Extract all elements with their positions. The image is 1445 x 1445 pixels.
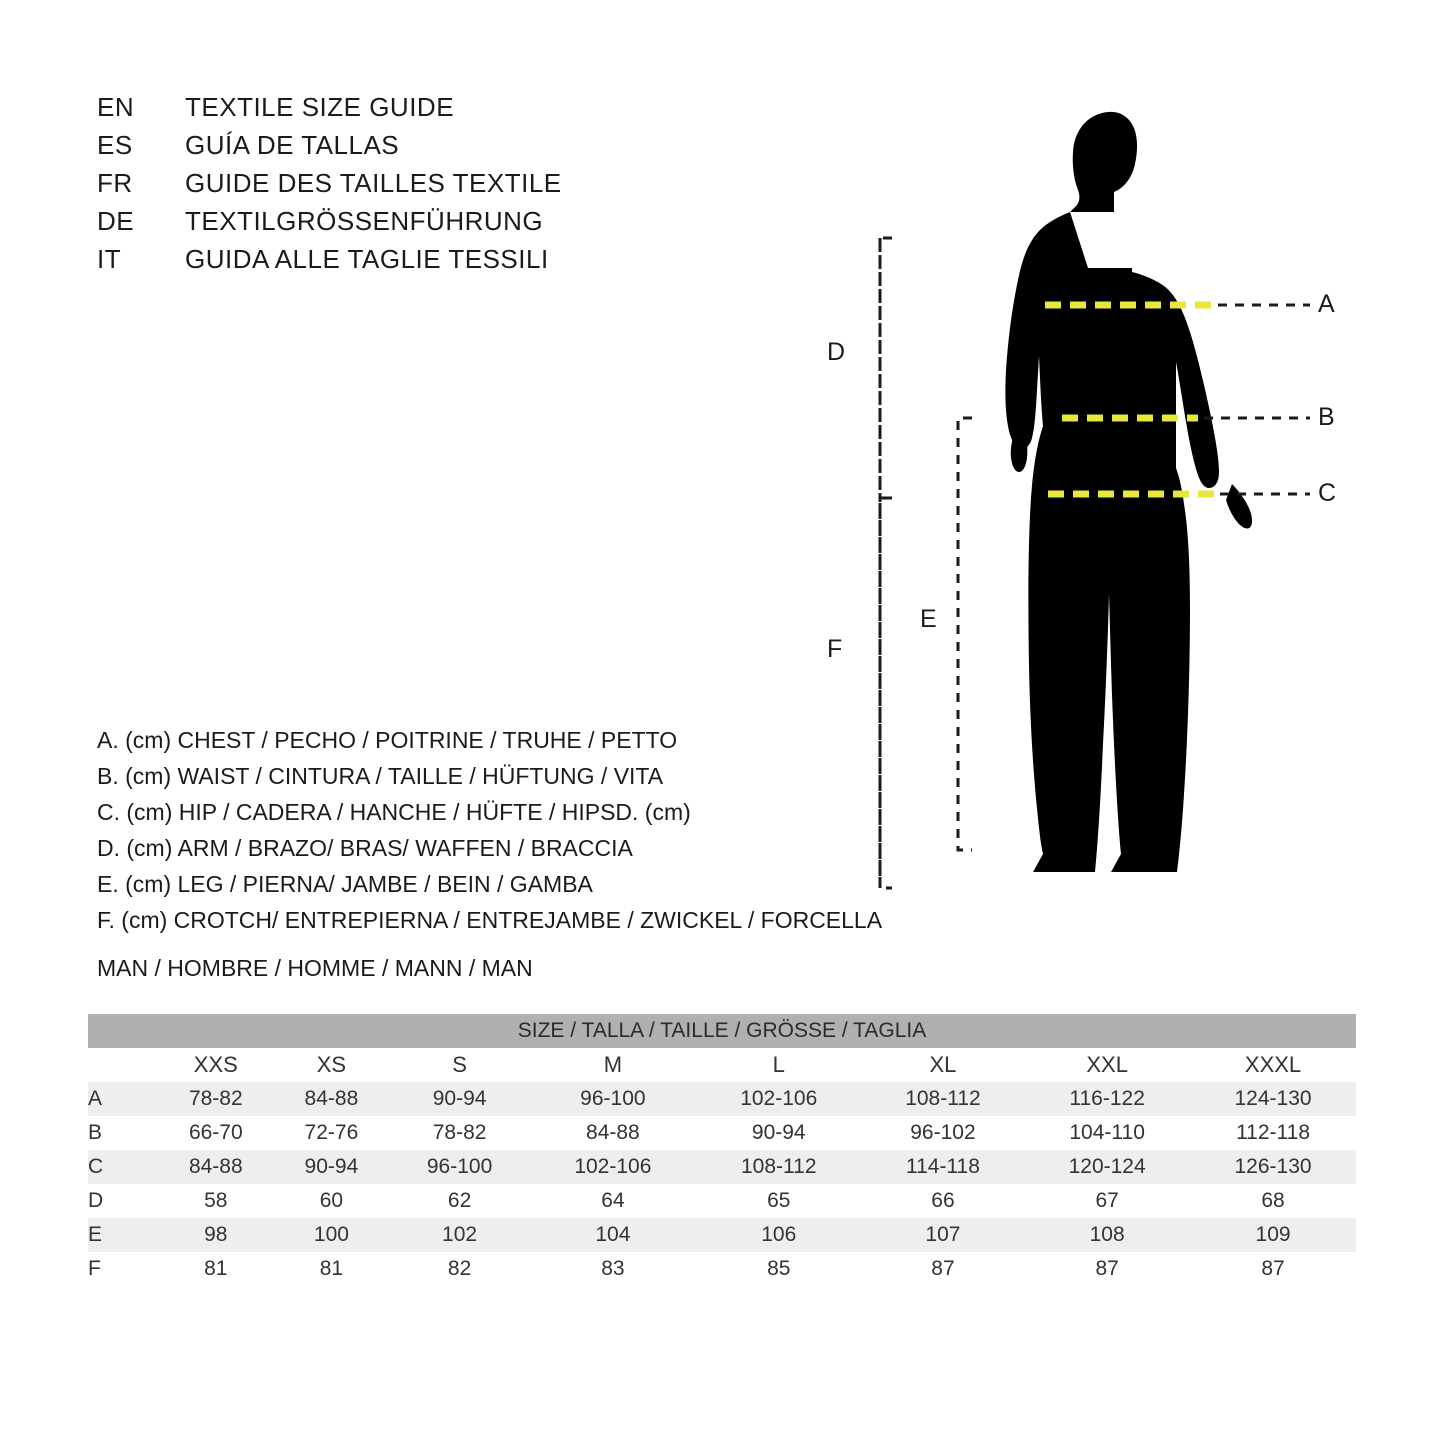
gender-label: MAN / HOMBRE / HOMME / MANN / MAN	[97, 955, 533, 981]
cell-e-xl: 107	[862, 1218, 1025, 1252]
table-row	[88, 1184, 1356, 1218]
cell-a-xl: 108-112	[862, 1082, 1025, 1116]
title-lang-fr: FR	[97, 168, 133, 198]
cell-d-xxs: 58	[158, 1184, 274, 1218]
row-label-c: C	[88, 1150, 158, 1184]
cell-d-xxxl: 68	[1190, 1184, 1356, 1218]
cell-d-xl: 66	[862, 1184, 1025, 1218]
column-header-xxs: XXS	[158, 1048, 274, 1082]
cell-e-xxl: 108	[1024, 1218, 1190, 1252]
legend-item-e: E. (cm) LEG / PIERNA/ JAMBE / BEIN / GAMBA	[97, 871, 593, 897]
title-text-fr: GUIDE DES TAILLES TEXTILE	[185, 168, 562, 198]
column-header-m: M	[530, 1048, 696, 1082]
title-lang-it: IT	[97, 244, 122, 274]
cell-e-m: 104	[530, 1218, 696, 1252]
column-header-xxxl: XXXL	[1190, 1048, 1356, 1082]
table-row	[88, 1252, 1356, 1286]
column-header-xs: XS	[274, 1048, 390, 1082]
cell-d-l: 65	[696, 1184, 862, 1218]
cell-b-xxs: 66-70	[158, 1116, 274, 1150]
cell-c-xl: 114-118	[862, 1150, 1025, 1184]
title-text-it: GUIDA ALLE TAGLIE TESSILI	[185, 244, 549, 274]
cell-c-xs: 90-94	[274, 1150, 390, 1184]
bracket-e: E	[920, 605, 937, 633]
cell-a-m: 96-100	[530, 1082, 696, 1116]
column-header-xl: XL	[862, 1048, 1025, 1082]
row-label-e: E	[88, 1218, 158, 1252]
table-header-row	[88, 1014, 1356, 1048]
cell-a-l: 102-106	[696, 1082, 862, 1116]
callout-c: C	[1318, 479, 1337, 507]
row-label-d: D	[88, 1184, 158, 1218]
cell-d-s: 62	[389, 1184, 530, 1218]
cell-b-s: 78-82	[389, 1116, 530, 1150]
cell-e-xs: 100	[274, 1218, 390, 1252]
title-row	[97, 92, 717, 130]
cell-c-xxs: 84-88	[158, 1150, 274, 1184]
cell-c-s: 96-100	[389, 1150, 530, 1184]
bracket-f: F	[827, 635, 843, 663]
male-silhouette-icon	[840, 60, 1400, 960]
table-row	[88, 1082, 1356, 1116]
cell-b-xxl: 104-110	[1024, 1116, 1190, 1150]
cell-b-xl: 96-102	[862, 1116, 1025, 1150]
row-label-b: B	[88, 1116, 158, 1150]
cell-e-xxxl: 109	[1190, 1218, 1356, 1252]
cell-e-xxs: 98	[158, 1218, 274, 1252]
row-label-a: A	[88, 1082, 158, 1116]
cell-c-m: 102-106	[530, 1150, 696, 1184]
cell-b-m: 84-88	[530, 1116, 696, 1150]
cell-f-xs: 81	[274, 1252, 390, 1286]
title-block	[97, 92, 717, 282]
table-column-header-row	[88, 1048, 1356, 1082]
table-row	[88, 1218, 1356, 1252]
column-header-s: S	[389, 1048, 530, 1082]
callout-b: B	[1318, 403, 1335, 431]
cell-b-xxxl: 112-118	[1190, 1116, 1356, 1150]
cell-c-l: 108-112	[696, 1150, 862, 1184]
title-lang-de: DE	[97, 206, 135, 236]
size-table	[88, 1014, 1356, 1286]
table-header-label: SIZE / TALLA / TAILLE / GRÖSSE / TAGLIA	[88, 1014, 1356, 1048]
table-row	[88, 1116, 1356, 1150]
legend-item-a: A. (cm) CHEST / PECHO / POITRINE / TRUHE / PETTO	[97, 727, 678, 753]
cell-a-xxl: 116-122	[1024, 1082, 1190, 1116]
body-measurement-diagram	[827, 60, 1400, 960]
table-row	[88, 1150, 1356, 1184]
cell-f-m: 83	[530, 1252, 696, 1286]
cell-f-xxxl: 87	[1190, 1252, 1356, 1286]
cell-a-s: 90-94	[389, 1082, 530, 1116]
legend-item-c: C. (cm) HIP / CADERA / HANCHE / HÜFTE / HIPSD. (cm)	[97, 799, 691, 825]
title-lang-es: ES	[97, 130, 133, 160]
cell-f-xl: 87	[862, 1252, 1025, 1286]
cell-f-xxs: 81	[158, 1252, 274, 1286]
legend-item-d: D. (cm) ARM / BRAZO/ BRAS/ WAFFEN / BRACCIA	[97, 835, 633, 861]
cell-f-l: 85	[696, 1252, 862, 1286]
row-label-f: F	[88, 1252, 158, 1286]
cell-f-xxl: 87	[1024, 1252, 1190, 1286]
cell-d-xs: 60	[274, 1184, 390, 1218]
corner-cell	[88, 1048, 158, 1082]
cell-a-xxs: 78-82	[158, 1082, 274, 1116]
cell-e-l: 106	[696, 1218, 862, 1252]
title-text-es: GUÍA DE TALLAS	[185, 130, 400, 160]
title-lang-en: EN	[97, 92, 135, 122]
cell-a-xxxl: 124-130	[1190, 1082, 1356, 1116]
title-text-en: TEXTILE SIZE GUIDE	[185, 92, 455, 122]
cell-f-s: 82	[389, 1252, 530, 1286]
bracket-d: D	[827, 338, 846, 366]
cell-b-xs: 72-76	[274, 1116, 390, 1150]
cell-c-xxl: 120-124	[1024, 1150, 1190, 1184]
callout-a: A	[1318, 290, 1335, 318]
measurement-legend	[97, 722, 887, 938]
cell-a-xs: 84-88	[274, 1082, 390, 1116]
column-header-xxl: XXL	[1024, 1048, 1190, 1082]
legend-item-b: B. (cm) WAIST / CINTURA / TAILLE / HÜFTUNG / VITA	[97, 763, 664, 789]
cell-d-xxl: 67	[1024, 1184, 1190, 1218]
legend-item-f: F. (cm) CROTCH/ ENTREPIERNA / ENTREJAMBE / ZWICKEL / FORCELLA	[97, 907, 883, 933]
cell-c-xxxl: 126-130	[1190, 1150, 1356, 1184]
title-row	[97, 168, 717, 206]
title-row	[97, 244, 717, 282]
title-row	[97, 206, 717, 244]
cell-e-s: 102	[389, 1218, 530, 1252]
title-row	[97, 130, 717, 168]
cell-d-m: 64	[530, 1184, 696, 1218]
column-header-l: L	[696, 1048, 862, 1082]
cell-b-l: 90-94	[696, 1116, 862, 1150]
title-text-de: TEXTILGRÖSSENFÜHRUNG	[185, 206, 544, 236]
